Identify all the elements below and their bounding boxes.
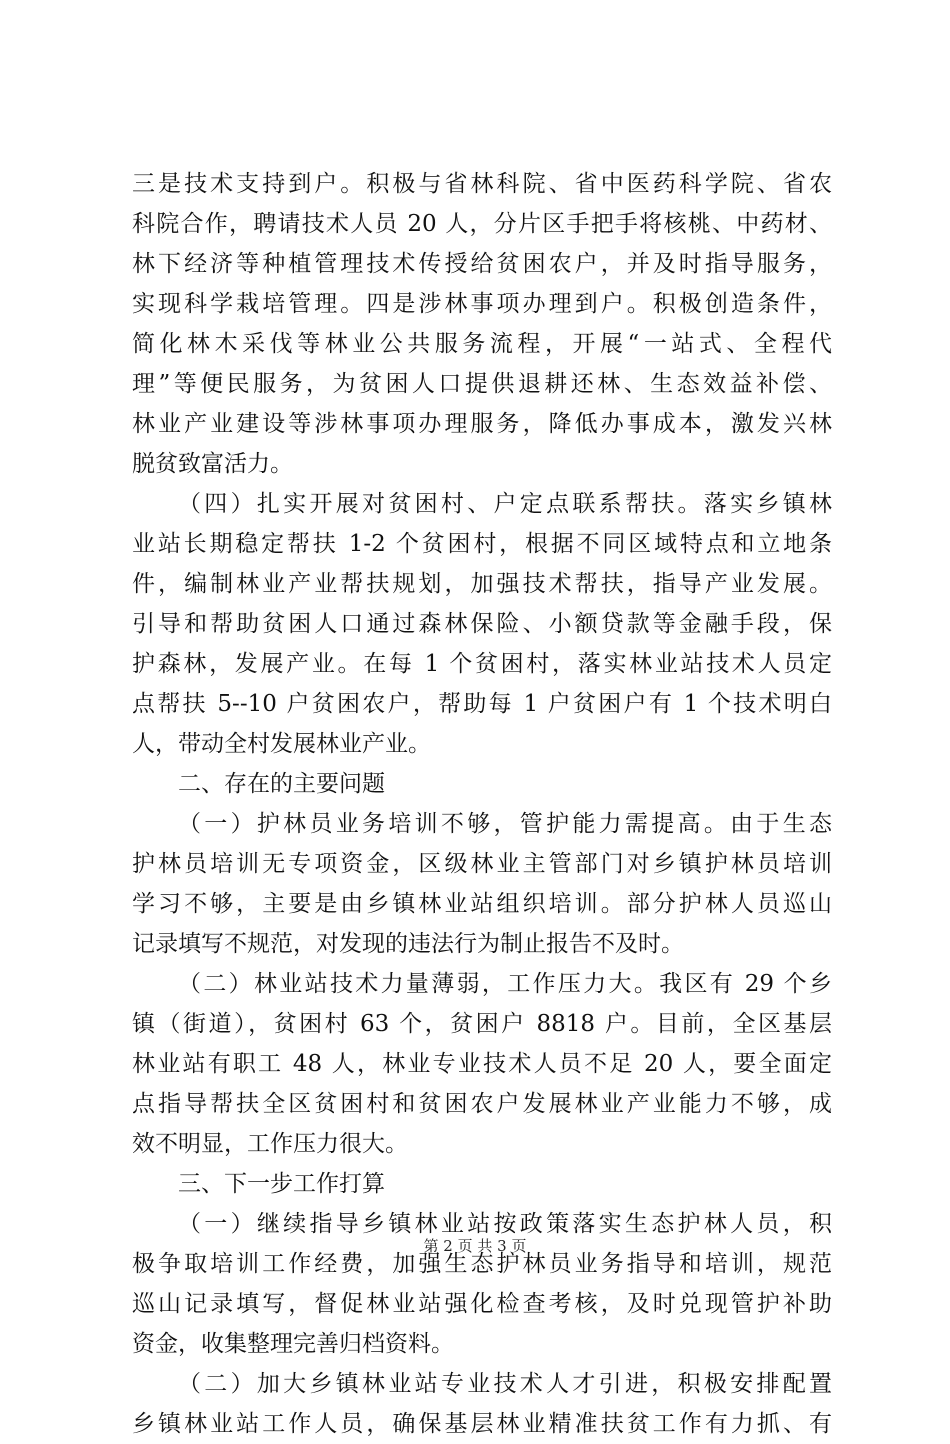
text-line: 点帮扶 5--10 户贫困农户，帮助每 1 户贫困户有 1 个技术明白 [132,691,832,717]
text-line: 简化林木采伐等林业公共服务流程，开展“一站式、全程代 [132,331,832,357]
text-line: 学习不够，主要是由乡镇林业站组织培训。部分护林人员巡山 [132,891,832,917]
text-line: 镇（街道），贫困村 63 个，贫困户 8818 户。目前，全区基层 [132,1011,832,1037]
paragraph-heading-line: （四）扎实开展对贫困村、户定点联系帮扶。落实乡镇林 [178,491,832,517]
section-heading: 二、存在的主要问题 [178,771,385,797]
text-line: 乡镇林业站工作人员，确保基层林业精准扶贫工作有力抓、有 [132,1411,832,1437]
text-line: 护森林，发展产业。在每 1 个贫困村，落实林业站技术人员定 [132,651,832,677]
text-line: 业站长期稳定帮扶 1-2 个贫困村，根据不同区域特点和立地条 [132,531,832,557]
paragraph-heading-line: （二）林业站技术力量薄弱，工作压力大。我区有 29 个乡 [178,971,832,997]
text-line: 极争取培训工作经费，加强生态护林员业务指导和培训，规范 [132,1251,832,1277]
text-line: 人，带动全村发展林业产业。 [132,731,431,757]
section-heading: 三、下一步工作打算 [178,1171,385,1197]
text-line: 林业产业建设等涉林事项办理服务，降低办事成本，激发兴林 [132,411,832,437]
text-line: 点指导帮扶全区贫困村和贫困农户发展林业产业能力不够，成 [132,1091,832,1117]
text-line: 理”等便民服务，为贫困人口提供退耕还林、生态效益补偿、 [132,371,832,397]
text-line: 引导和帮助贫困人口通过森林保险、小额贷款等金融手段，保 [132,611,832,637]
paragraph-heading-line: （一）继续指导乡镇林业站按政策落实生态护林人员，积 [178,1211,832,1237]
paragraph-heading-line: （一）护林员业务培训不够，管护能力需提高。由于生态 [178,811,832,837]
text-line: 巡山记录填写，督促林业站强化检查考核，及时兑现管护补助 [132,1291,832,1317]
text-line: 脱贫致富活力。 [132,451,293,477]
text-line: 记录填写不规范，对发现的违法行为制止报告不及时。 [132,931,684,957]
text-line: 效不明显，工作压力很大。 [132,1131,408,1157]
text-line: 件，编制林业产业帮扶规划，加强技术帮扶，指导产业发展。 [132,571,832,597]
text-line: 科院合作，聘请技术人员 20 人，分片区手把手将核桃、中药材、 [132,211,832,237]
text-line: 林业站有职工 48 人，林业专业技术人员不足 20 人，要全面定 [132,1051,832,1077]
text-line: 实现科学栽培管理。四是涉林事项办理到户。积极创造条件， [132,291,832,317]
text-line: 护林员培训无专项资金，区级林业主管部门对乡镇护林员培训 [132,851,832,877]
page-number-footer: 第 2 页 共 3 页 [423,1237,527,1255]
text-line: 资金，收集整理完善归档资料。 [132,1331,454,1357]
text-line: 林下经济等种植管理技术传授给贫困农户，并及时指导服务， [132,251,832,277]
paragraph-heading-line: （二）加大乡镇林业站专业技术人才引进，积极安排配置 [178,1371,832,1397]
text-line: 三是技术支持到户。积极与省林科院、省中医药科学院、省农 [132,171,832,197]
